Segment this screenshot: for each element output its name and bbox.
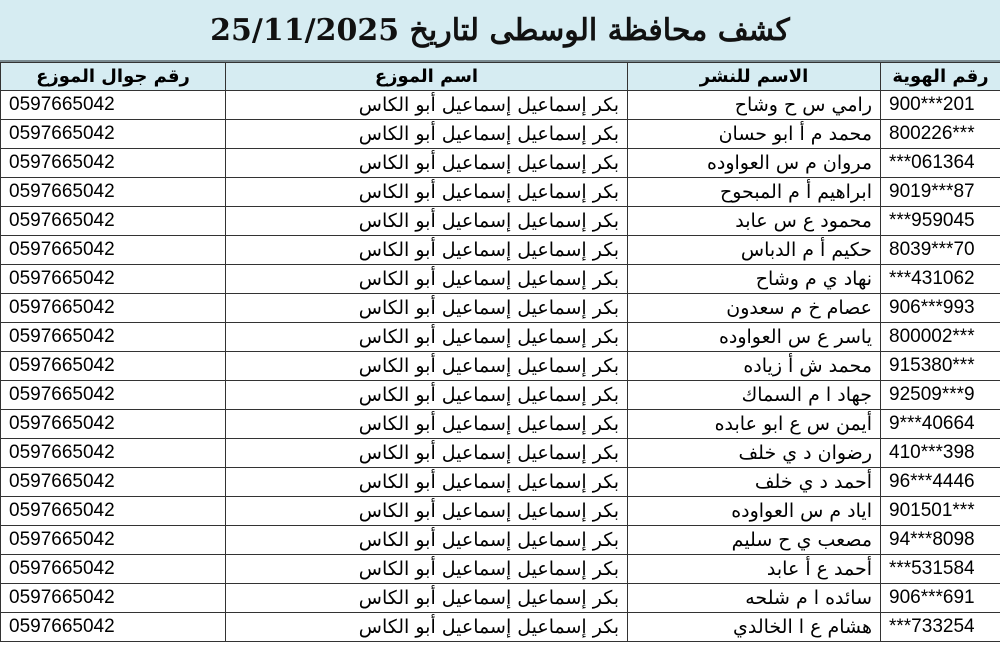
cell-phone: 0597665042 (1, 352, 226, 381)
cell-phone: 0597665042 (1, 468, 226, 497)
cell-phone: 0597665042 (1, 236, 226, 265)
table-row (1, 555, 1000, 584)
header-name: الاسم للنشر (628, 63, 881, 91)
cell-name: ياسر ع س العواوده (628, 323, 881, 352)
cell-phone: 0597665042 (1, 91, 226, 120)
cell-phone: 0597665042 (1, 381, 226, 410)
table-row (1, 178, 1000, 207)
cell-id: 9***40664 (881, 410, 1000, 439)
cell-id: 96***4446 (881, 468, 1000, 497)
cell-phone: 0597665042 (1, 526, 226, 555)
cell-id: 9019***87 (881, 178, 1000, 207)
cell-name: محمد ش أ زياده (628, 352, 881, 381)
header-id: رقم الهوية (881, 63, 1000, 91)
cell-id: 92509***9 (881, 381, 1000, 410)
cell-distributor: بكر إسماعيل إسماعيل أبو الكاس (226, 410, 628, 439)
cell-name: أيمن س ع ابو عابده (628, 410, 881, 439)
cell-distributor: بكر إسماعيل إسماعيل أبو الكاس (226, 149, 628, 178)
cell-phone: 0597665042 (1, 584, 226, 613)
cell-phone: 0597665042 (1, 294, 226, 323)
cell-id: ***061364 (881, 149, 1000, 178)
cell-distributor: بكر إسماعيل إسماعيل أبو الكاس (226, 352, 628, 381)
cell-name: مصعب ي ح سليم (628, 526, 881, 555)
cell-distributor: بكر إسماعيل إسماعيل أبو الكاس (226, 91, 628, 120)
cell-name: ابراهيم أ م المبحوح (628, 178, 881, 207)
table-row (1, 468, 1000, 497)
sheet-title: كشف محافظة الوسطى لتاريخ 25/11/2025 (210, 12, 790, 48)
table-row (1, 149, 1000, 178)
table-row (1, 381, 1000, 410)
cell-phone: 0597665042 (1, 178, 226, 207)
cell-id: 94***8098 (881, 526, 1000, 555)
cell-phone: 0597665042 (1, 410, 226, 439)
cell-name: رامي س ح وشاح (628, 91, 881, 120)
cell-name: جهاد ا م السماك (628, 381, 881, 410)
cell-distributor: بكر إسماعيل إسماعيل أبو الكاس (226, 294, 628, 323)
cell-id: 906***993 (881, 294, 1000, 323)
cell-id: ***959045 (881, 207, 1000, 236)
header-phone: رقم جوال الموزع (1, 63, 226, 91)
cell-distributor: بكر إسماعيل إسماعيل أبو الكاس (226, 323, 628, 352)
cell-name: محمد م أ ابو حسان (628, 120, 881, 149)
table-row (1, 584, 1000, 613)
cell-id: 410***398 (881, 439, 1000, 468)
beneficiary-table (0, 62, 1000, 642)
cell-name: محمود ع س عابد (628, 207, 881, 236)
cell-name: حكيم أ م الدباس (628, 236, 881, 265)
table-row (1, 294, 1000, 323)
cell-distributor: بكر إسماعيل إسماعيل أبو الكاس (226, 439, 628, 468)
cell-distributor: بكر إسماعيل إسماعيل أبو الكاس (226, 236, 628, 265)
table-row (1, 236, 1000, 265)
table-body (1, 91, 1000, 642)
cell-phone: 0597665042 (1, 439, 226, 468)
cell-phone: 0597665042 (1, 555, 226, 584)
table-row (1, 526, 1000, 555)
table-row (1, 120, 1000, 149)
cell-distributor: بكر إسماعيل إسماعيل أبو الكاس (226, 381, 628, 410)
cell-id: 915380*** (881, 352, 1000, 381)
cell-distributor: بكر إسماعيل إسماعيل أبو الكاس (226, 613, 628, 642)
cell-phone: 0597665042 (1, 207, 226, 236)
cell-distributor: بكر إسماعيل إسماعيل أبو الكاس (226, 178, 628, 207)
cell-distributor: بكر إسماعيل إسماعيل أبو الكاس (226, 265, 628, 294)
header-distributor: اسم الموزع (226, 63, 628, 91)
cell-id: 800226*** (881, 120, 1000, 149)
table-row (1, 323, 1000, 352)
cell-phone: 0597665042 (1, 120, 226, 149)
cell-id: 901501*** (881, 497, 1000, 526)
table-row (1, 497, 1000, 526)
cell-name: عصام خ م سعدون (628, 294, 881, 323)
cell-id: 8039***70 (881, 236, 1000, 265)
cell-distributor: بكر إسماعيل إسماعيل أبو الكاس (226, 207, 628, 236)
cell-distributor: بكر إسماعيل إسماعيل أبو الكاس (226, 120, 628, 149)
title-bar (0, 0, 1000, 62)
table-header-row (1, 63, 1000, 91)
cell-phone: 0597665042 (1, 265, 226, 294)
cell-phone: 0597665042 (1, 323, 226, 352)
cell-distributor: بكر إسماعيل إسماعيل أبو الكاس (226, 526, 628, 555)
cell-distributor: بكر إسماعيل إسماعيل أبو الكاس (226, 497, 628, 526)
table-row (1, 91, 1000, 120)
table-row (1, 439, 1000, 468)
cell-name: سائده ا م شلحه (628, 584, 881, 613)
cell-distributor: بكر إسماعيل إسماعيل أبو الكاس (226, 584, 628, 613)
table-row (1, 613, 1000, 642)
table-row (1, 207, 1000, 236)
cell-id: ***733254 (881, 613, 1000, 642)
cell-name: أحمد ع أ عابد (628, 555, 881, 584)
cell-distributor: بكر إسماعيل إسماعيل أبو الكاس (226, 555, 628, 584)
cell-name: اياد م س العواوده (628, 497, 881, 526)
table-row (1, 410, 1000, 439)
table-row (1, 352, 1000, 381)
cell-id: ***431062 (881, 265, 1000, 294)
cell-id: 906***691 (881, 584, 1000, 613)
cell-id: 800002*** (881, 323, 1000, 352)
table-row (1, 265, 1000, 294)
cell-phone: 0597665042 (1, 497, 226, 526)
cell-phone: 0597665042 (1, 613, 226, 642)
cell-name: نهاد ي م وشاح (628, 265, 881, 294)
cell-phone: 0597665042 (1, 149, 226, 178)
cell-id: 900***201 (881, 91, 1000, 120)
cell-distributor: بكر إسماعيل إسماعيل أبو الكاس (226, 468, 628, 497)
cell-name: أحمد د ي خلف (628, 468, 881, 497)
cell-name: هشام ع ا الخالدي (628, 613, 881, 642)
cell-name: مروان م س العواوده (628, 149, 881, 178)
cell-name: رضوان د ي خلف (628, 439, 881, 468)
cell-id: ***531584 (881, 555, 1000, 584)
